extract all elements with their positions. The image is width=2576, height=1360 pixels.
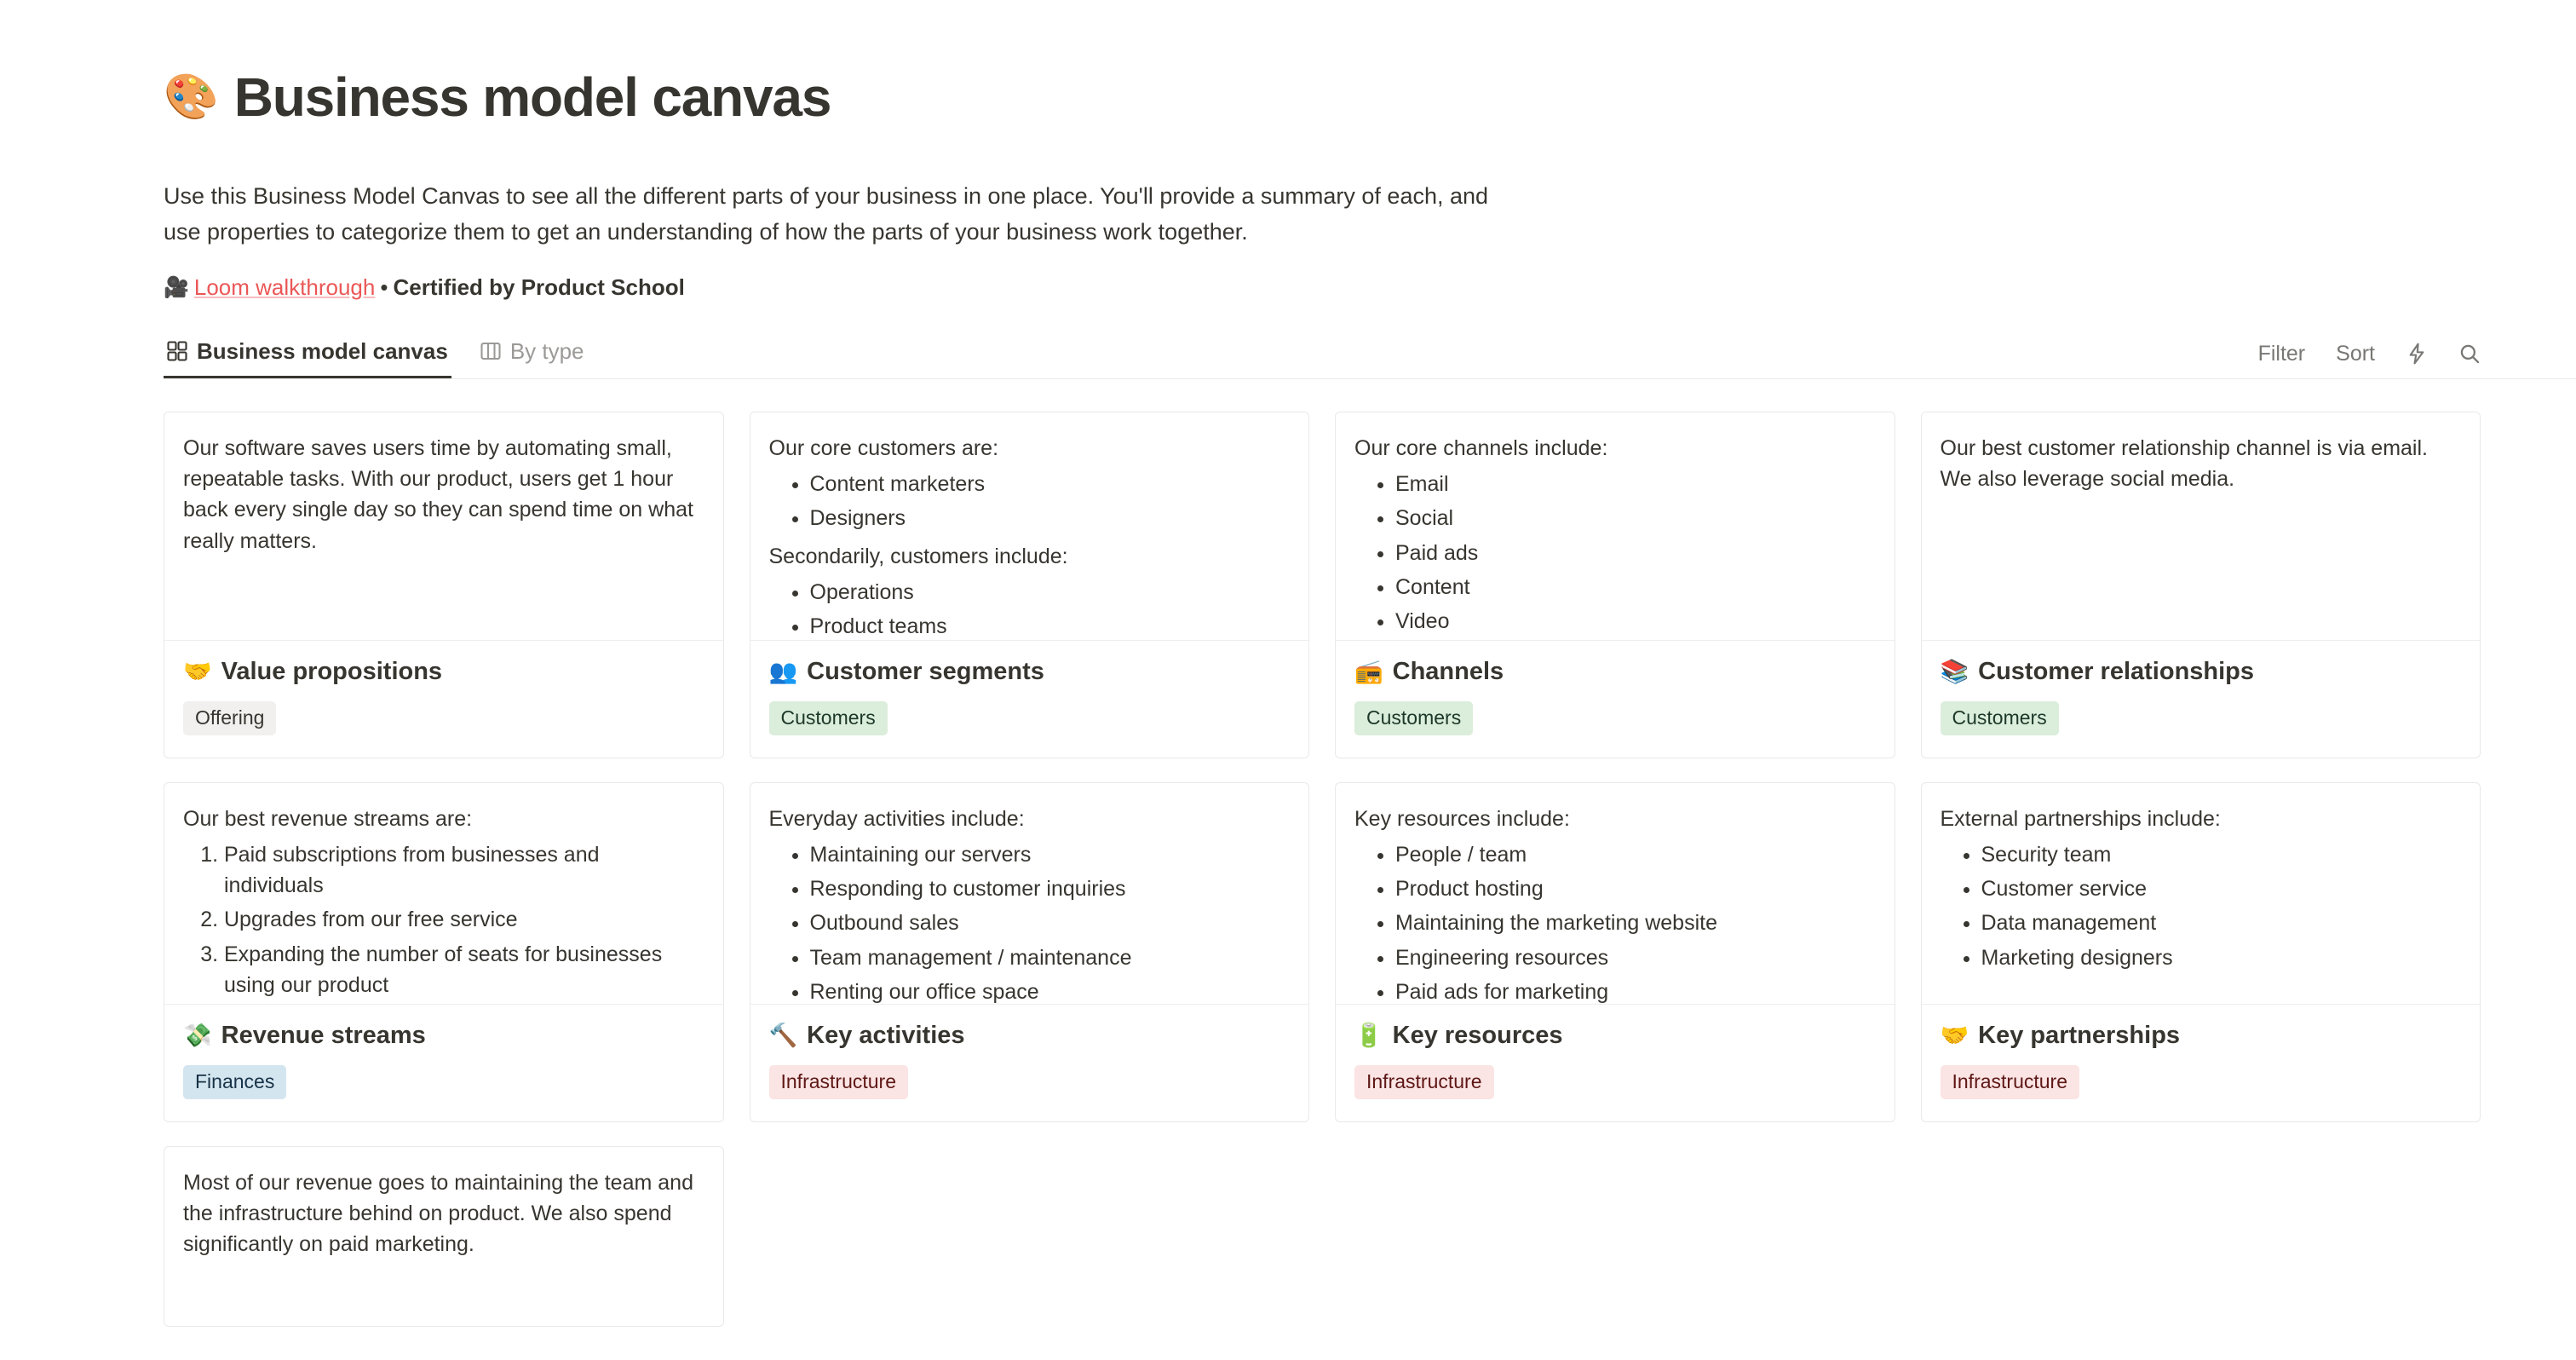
card-title-text: Key activities [807, 1021, 965, 1049]
gallery-icon [167, 341, 187, 361]
view-bar [164, 338, 2576, 379]
byline-separator: • [380, 274, 388, 300]
card-preview [750, 412, 1309, 641]
tab-business-model-canvas[interactable] [164, 338, 451, 378]
list-item: • Designers [810, 503, 1291, 533]
card-emoji-icon: 🔋 [1354, 1023, 1383, 1049]
preview-text: Everyday activities include: [768, 806, 1025, 831]
preview-list [183, 839, 704, 1000]
list-item: • Marketing designers [1981, 942, 2462, 973]
card-preview [1922, 412, 2481, 641]
preview-text: External partnerships include: [1940, 806, 2221, 831]
preview-text: Our software saves users time by automating small, repeatable tasks. With our product, users get 1 hour back every single day so they can spend time on what really matters. [183, 435, 693, 553]
list-item: • Video [1395, 606, 1876, 637]
loom-walkthrough-link[interactable]: Loom walkthrough [193, 274, 376, 300]
preview-list [1354, 839, 1876, 1005]
preview-text: Our core customers are: [768, 435, 999, 460]
card-value-propositions[interactable] [164, 412, 724, 758]
card-customer-relationships[interactable] [1921, 412, 2481, 758]
page-title: Business model canvas [233, 66, 831, 128]
card-cost-structure[interactable] [164, 1146, 724, 1327]
preview-text: Our best customer relationship channel is via email. We also leverage social media. [1940, 435, 2428, 492]
view-tabs [164, 338, 588, 378]
card-emoji-icon: 📻 [1354, 659, 1383, 685]
list-item: • Content [1395, 572, 1876, 602]
tab-label: By type [509, 337, 584, 364]
card-title [1354, 658, 1876, 686]
card-revenue-streams[interactable] [164, 782, 724, 1122]
preview-text: Key resources include: [1354, 806, 1570, 831]
card-preview [750, 783, 1309, 1005]
video-camera-icon: 🎥 [164, 275, 189, 299]
status-badge: Infrastructure [1354, 1065, 1494, 1099]
byline [164, 274, 2576, 301]
search-icon[interactable] [2458, 343, 2481, 365]
card-emoji-icon: 👥 [768, 659, 798, 685]
card-emoji-icon: 🔨 [768, 1023, 798, 1049]
preview-list [1354, 469, 1876, 637]
list-item: • Product hosting [1395, 873, 1876, 904]
card-preview [1922, 783, 2481, 1005]
card-body [1922, 1005, 2481, 1121]
card-title-text: Revenue streams [221, 1021, 426, 1049]
card-body [750, 1005, 1309, 1121]
view-tools [2258, 342, 2481, 378]
preview-text: Secondarily, customers include: [768, 544, 1068, 568]
card-body [164, 1005, 723, 1121]
list-item: • Paid ads for marketing [1395, 977, 1876, 1005]
card-emoji-icon: 🤝 [1940, 1023, 1969, 1049]
list-item: • Team management / maintenance [810, 942, 1291, 973]
card-emoji-icon: 📚 [1940, 659, 1969, 685]
card-preview [164, 412, 723, 641]
certified-by-label: Certified by Product School [393, 274, 685, 300]
card-preview [164, 1147, 723, 1326]
list-item: 2. Upgrades from our free service [224, 904, 704, 935]
status-badge: Offering [183, 701, 276, 735]
card-body [1922, 641, 2481, 758]
list-item: 1. Paid subscriptions from businesses and individuals [224, 839, 704, 902]
card-row-1 [164, 412, 2481, 758]
list-item: • Paid ads [1395, 538, 1876, 568]
list-item: • Operations [810, 577, 1291, 608]
card-key-resources[interactable] [1335, 782, 1895, 1122]
card-title-text: Value propositions [221, 657, 443, 685]
card-title [1941, 658, 2462, 686]
card-title [769, 1022, 1291, 1050]
card-preview [1336, 783, 1895, 1005]
card-body [1336, 1005, 1895, 1121]
page-icon-emoji[interactable]: 🎨 [164, 72, 219, 123]
list-item: • Product teams [810, 611, 1291, 641]
preview-list [1941, 839, 2462, 973]
card-emoji-icon: 💸 [183, 1023, 212, 1049]
status-badge: Finances [183, 1065, 286, 1099]
card-row-2 [164, 782, 2481, 1122]
card-title-text: Key partnerships [1978, 1021, 2181, 1049]
card-title-text: Channels [1392, 657, 1504, 685]
status-badge: Customers [1354, 701, 1473, 735]
status-badge: Customers [769, 701, 888, 735]
filter-button[interactable]: Filter [2257, 341, 2306, 366]
page-description: Use this Business Model Canvas to see all the different parts of your business in one place. You'll provide a summary of each, and use properties to categorize them to get an understanding of how the parts of your business work together. [164, 183, 1489, 245]
list-item: • Security team [1981, 839, 2462, 870]
card-title [183, 1022, 704, 1050]
status-badge: Customers [1941, 701, 2059, 735]
card-title [1941, 1022, 2462, 1050]
card-title-text: Customer segments [807, 657, 1044, 685]
card-title [183, 658, 704, 686]
card-row-3 [164, 1146, 2481, 1327]
list-item: • Maintaining our servers [810, 839, 1291, 870]
card-body [750, 641, 1309, 758]
card-title [1354, 1022, 1876, 1050]
list-item: • Renting our office space [810, 977, 1291, 1005]
list-item: • Maintaining the marketing website [1395, 908, 1876, 938]
gallery-board [164, 379, 2576, 1327]
automation-icon[interactable] [2406, 343, 2428, 365]
board-icon [480, 341, 501, 361]
tab-by-type[interactable] [477, 338, 588, 378]
list-item: • Responding to customer inquiries [810, 873, 1291, 904]
list-item: • Data management [1981, 908, 2462, 938]
card-key-partnerships[interactable] [1921, 782, 2481, 1122]
card-key-activities[interactable] [750, 782, 1310, 1122]
list-item: • Customer service [1981, 873, 2462, 904]
preview-text: Most of our revenue goes to maintaining the team and the infrastructure behind on product. We also spend significantly on paid marketing. [183, 1170, 693, 1257]
list-item: • Social [1395, 503, 1876, 533]
card-channels[interactable] [1335, 412, 1895, 758]
page-title-row [164, 31, 2576, 164]
status-badge: Infrastructure [769, 1065, 909, 1099]
list-item: • Email [1395, 469, 1876, 499]
card-body [1336, 641, 1895, 758]
list-item: • Outbound sales [810, 908, 1291, 938]
preview-list [769, 577, 1291, 641]
tab-label: Business model canvas [197, 337, 448, 364]
list-item: • People / team [1395, 839, 1876, 870]
card-title [769, 658, 1291, 686]
card-title-text: Customer relationships [1978, 657, 2255, 685]
card-customer-segments[interactable] [750, 412, 1310, 758]
list-item: • Content marketers [810, 469, 1291, 499]
preview-list [769, 469, 1291, 534]
list-item: • Engineering resources [1395, 942, 1876, 973]
card-preview [164, 783, 723, 1005]
preview-text: Our best revenue streams are: [183, 806, 473, 831]
status-badge: Infrastructure [1941, 1065, 2080, 1099]
card-preview [1336, 412, 1895, 641]
card-emoji-icon: 🤝 [183, 659, 212, 685]
card-body [164, 641, 723, 758]
list-item: 3. Expanding the number of seats for businesses using our product [224, 939, 704, 1001]
preview-list [769, 839, 1291, 1005]
card-title-text: Key resources [1392, 1021, 1563, 1049]
preview-text: Our core channels include: [1354, 435, 1608, 460]
sort-button[interactable]: Sort [2336, 341, 2375, 366]
